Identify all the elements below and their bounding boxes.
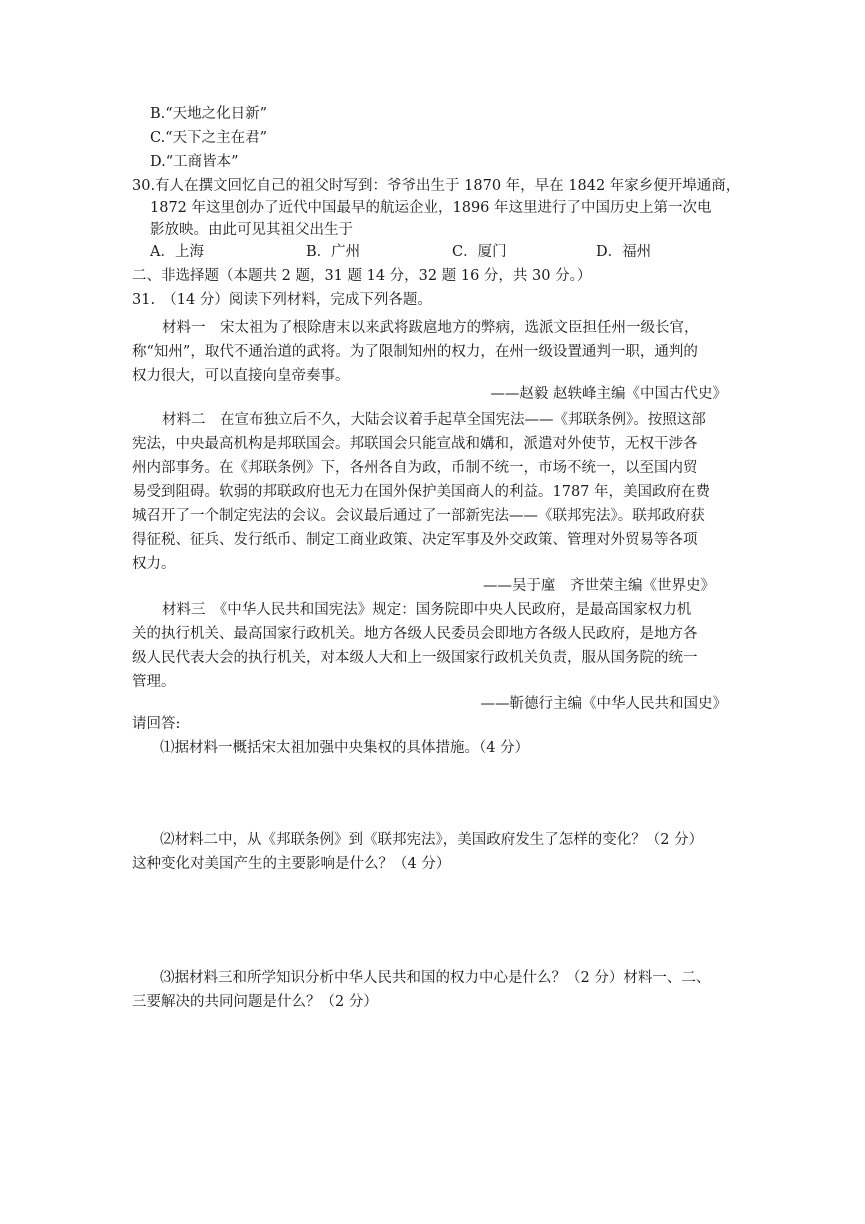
material2-line2: 宪法，中央最高机构是邦联国会。邦联国会只能宣战和媾和，派遣对外使节，无权干涉各: [132, 436, 698, 452]
sub-question-1: ⑴据材料一概括宋太祖加强中央集权的具体措施。（4 分）: [160, 740, 530, 756]
material1-line3: 权力很大，可以直接向皇帝奏事。: [132, 368, 350, 384]
sub-question-3-line1: ⑶据材料三和所学知识分析中华人民共和国的权力中心是什么？（2 分）材料一、二、: [160, 970, 711, 986]
q29-option-d: D.“工商皆本”: [150, 154, 239, 170]
material3-line2: 关的执行机关、最高国家行政机关。地方各级人民委员会即地方各级人民政府，是地方各: [132, 626, 698, 642]
q30-option-a: A．上海: [150, 244, 204, 260]
material2-line5: 城召开了一个制定宪法的会议。会议最后通过了一部新宪法——《联邦宪法》。联邦政府获: [132, 508, 705, 524]
sub-question-2-line2: 这种变化对美国产生的主要影响是什么？（4 分）: [132, 856, 451, 872]
material2-line7: 权力。: [132, 556, 176, 572]
material3-line1: 材料三 《中华人民共和国宪法》规定：国务院即中央人民政府，是最高国家权力机: [162, 602, 692, 618]
material2-line3: 州内部事务。在《邦联条例》下，各州各自为政，币制不统一，市场不统一，以至国内贸: [132, 460, 698, 476]
q29-option-c: C.“天下之主在君”: [150, 130, 268, 146]
q30-option-b: B．广州: [306, 244, 361, 260]
material3-line3: 级人民代表大会的执行机关，对本级人大和上一级国家行政机关负责，服从国务院的统一: [132, 650, 698, 666]
material2-line4: 易受到阻碍。软弱的邦联政府也无力在国外保护美国商人的利益。1787 年，美国政府在费: [132, 484, 711, 500]
sub-question-2-line1: ⑵材料二中，从《邦联条例》到《联邦宪法》，美国政府发生了怎样的变化？（2 分）: [160, 832, 704, 848]
q30-option-d: D．福州: [596, 244, 652, 260]
q31-stem: 31. （14 分）阅读下列材料，完成下列各题。: [132, 292, 432, 308]
q30-option-c: C．厦门: [452, 244, 507, 260]
material3-source: ——靳德行主编《中华人民共和国史》: [480, 696, 727, 712]
ask-label: 请回答:: [132, 716, 181, 732]
q29-option-b: B.“天地之化日新”: [150, 106, 268, 122]
q30-stem-line3: 影放映。由此可见其祖父出生于: [150, 222, 353, 238]
section2-heading: 二、非选择题（本题共 2 题，31 题 14 分，32 题 16 分，共 30 分。）: [132, 268, 592, 284]
q30-stem-line1: 30.有人在撰文回忆自己的祖父时写到：爷爷出生于 1870 年，早在 1842 年家乡便开埠通商，: [132, 178, 741, 194]
sub-question-3-line2: 三要解决的共同问题是什么？（2 分）: [132, 994, 378, 1010]
material1-source: ——赵毅 赵轶峰主编《中国古代史》: [490, 386, 727, 402]
material2-line6: 得征税、征兵、发行纸币、制定工商业政策、决定军事及外交政策、管理对外贸易等各项: [132, 532, 698, 548]
material2-line1: 材料二 在宣布独立后不久，大陆会议着手起草全国宪法——《邦联条例》。按照这部: [162, 412, 706, 428]
material2-source: ——吴于廑 齐世荣主编《世界史》: [483, 578, 715, 594]
material3-line4: 管理。: [132, 674, 176, 690]
material1-line1: 材料一 宋太祖为了根除唐末以来武将跋扈地方的弊病，选派文臣担任州一级长官，: [162, 320, 699, 336]
q30-stem-line2: 1872 年这里创办了近代中国最早的航运企业，1896 年这里进行了中国历史上第一次电: [150, 200, 712, 216]
material1-line2: 称“知州”，取代不通治道的武将。为了限制知州的权力，在州一级设置通判一职，通判的: [132, 344, 698, 360]
